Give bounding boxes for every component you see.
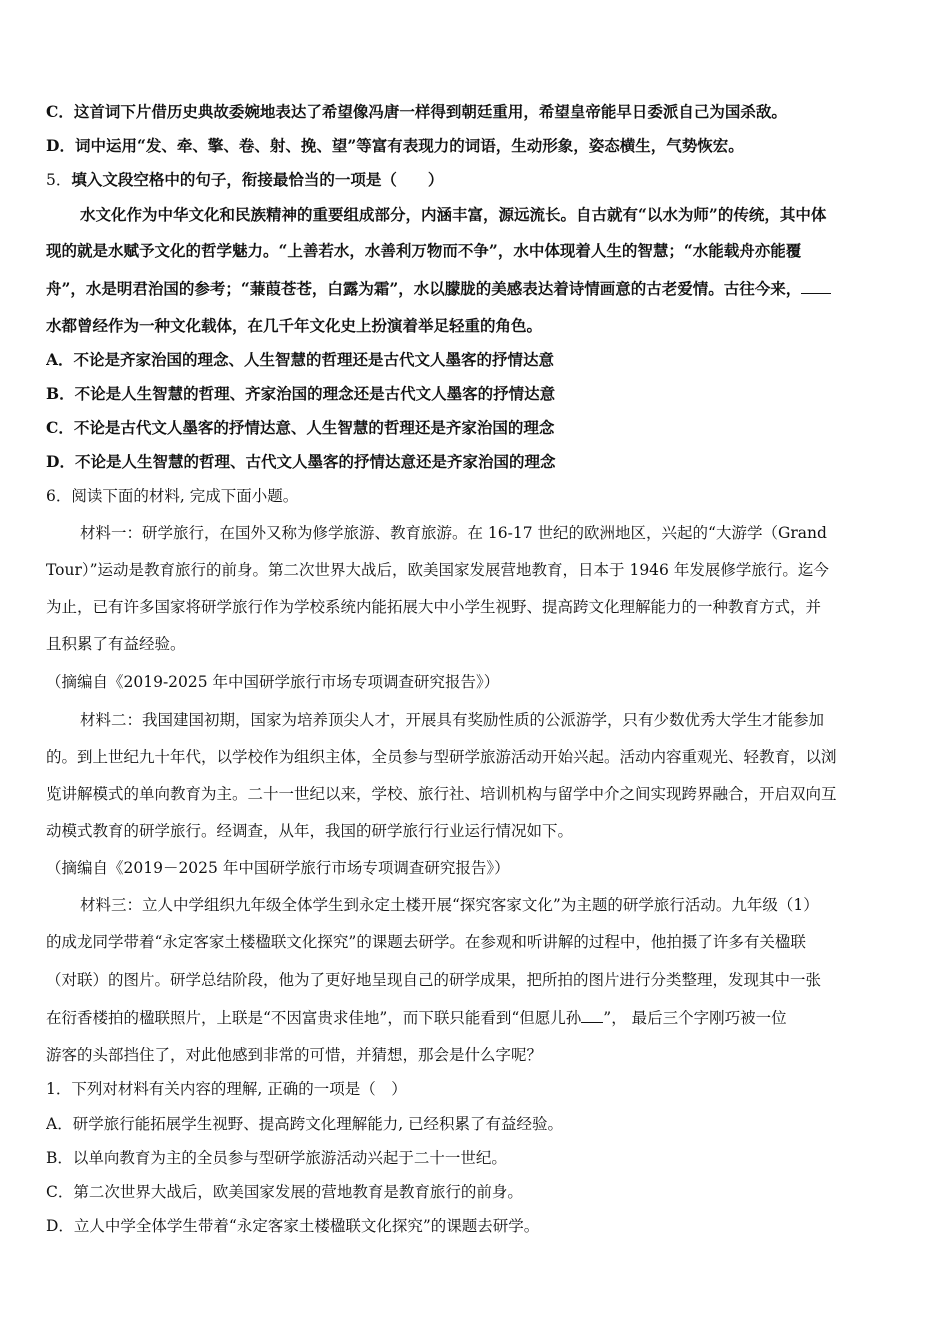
material-2-line: 览讲解模式的单向教育为主。二十一世纪以来，学校、旅行社、培训机构与留学中介之间实现跨界融合，开启双向互 <box>46 785 837 803</box>
sub-question-1-option-b: B．以单向教育为主的全员参与型研学旅游活动兴起于二十一世纪。 <box>46 1149 507 1167</box>
q5-option-c: C．不论是古代文人墨客的抒情达意、人生智慧的哲理还是齐家治国的理念 <box>46 418 555 437</box>
q5-option-d: D．不论是人生智慧的哲理、古代文人墨客的抒情达意还是齐家治国的理念 <box>46 452 556 471</box>
couplet-blank <box>581 1008 603 1023</box>
q5-passage-text: 舟”，水是明君治国的参考；“蒹葭苍苍，白露为霜”，水以朦胧的美感表达着诗情画意的古老爱情。古往今来， <box>46 279 802 298</box>
material-3-line: 游客的头部挡住了，对此他感到非常的可惜，并猜想，那会是什么字呢？ <box>46 1046 543 1064</box>
material-1-line: 且积累了有益经验。 <box>46 635 186 653</box>
sub-question-1-stem: 1．下列对材料有关内容的理解, 正确的一项是（ ） <box>46 1080 407 1098</box>
q4-option-c: C．这首词下片借历史典故委婉地表达了希望像冯唐一样得到朝廷重用，希望皇帝能早日委派自己为国杀敌。 <box>46 102 787 121</box>
material-1-line: 为止，已有许多国家将研学旅行作为学校系统内能拓展大中小学生视野、提高跨文化理解能力的一种教育方式，并 <box>46 598 822 616</box>
material-1-line: 材料一：研学旅行，在国外又称为修学旅游、教育旅游。在 16-17 世纪的欧洲地区，兴起的“大游学（Grand <box>80 524 827 542</box>
q5-passage-line: 水都曾经作为一种文化载体，在几千年文化史上扮演着举足轻重的角色。 <box>46 316 543 335</box>
q5-option-a: A．不论是齐家治国的理念、人生智慧的哲理还是古代文人墨客的抒情达意 <box>46 350 555 369</box>
material-2-source: （摘编自《2019－2025 年中国研学旅行市场专项调查研究报告》） <box>46 859 510 877</box>
material-3-line: 的成龙同学带着“永定客家土楼楹联文化探究”的课题去研学。在参观和听讲解的过程中，他拍摄了许多有关楹联 <box>46 933 806 951</box>
sub-question-1-option-a: A．研学旅行能拓展学生视野、提高跨文化理解能力, 已经积累了有益经验。 <box>46 1115 564 1133</box>
material-2-line: 的。到上世纪九十年代，以学校作为组织主体，全员参与型研学旅游活动开始兴起。活动内容重观光、轻教育，以浏 <box>46 748 837 766</box>
material-3-text: 在衍香楼拍的楹联照片，上联是“不因富贵求佳地”，而下联只能看到“但愿儿孙 <box>46 1009 582 1027</box>
q5-passage-line: 水文化作为中华文化和民族精神的重要组成部分，内涵丰富，源远流长。自古就有“以水为师”的传统，其中体 <box>80 205 827 224</box>
q5-number: 5． <box>46 171 72 189</box>
q5-stem-text: 填入文段空格中的句子，衔接最恰当的一项是（ ） <box>71 170 444 189</box>
material-3-line: 材料三：立人中学组织九年级全体学生到永定土楼开展“探究客家文化”为主题的研学旅行活动。九年级（1） <box>80 896 819 914</box>
material-1-line: Tour）”运动是教育旅行的前身。第二次世界大战后，欧美国家发展营地教育，日本于 1946 年发展修学旅行。迄今 <box>46 561 829 579</box>
material-3-line <box>46 1008 906 1028</box>
q5-option-b: B．不论是人生智慧的哲理、齐家治国的理念还是古代文人墨客的抒情达意 <box>46 384 556 403</box>
material-2-line: 动模式教育的研学旅行。经调查，从年，我国的研学旅行行业运行情况如下。 <box>46 822 574 840</box>
sub-question-1-option-d: D．立人中学全体学生带着“永定客家土楼楹联文化探究”的课题去研学。 <box>46 1217 540 1235</box>
q6-stem: 6．阅读下面的材料, 完成下面小题。 <box>46 487 299 505</box>
material-3-line: （对联）的图片。研学总结阶段，他为了更好地呈现自己的研学成果，把所拍的图片进行分类整理，发现其中一张 <box>46 971 822 989</box>
material-3-text: ”， 最后三个字刚巧被一位 <box>603 1009 787 1027</box>
material-1-source: （摘编自《2019-2025 年中国研学旅行市场专项调查研究报告》） <box>46 673 500 691</box>
q5-answer-blank <box>801 279 831 294</box>
q5-passage-line <box>46 279 906 299</box>
sub-question-1-option-c: C．第二次世界大战后，欧美国家发展的营地教育是教育旅行的前身。 <box>46 1183 523 1201</box>
q5-stem <box>46 170 906 190</box>
q5-passage-line: 现的就是水赋予文化的哲学魅力。“上善若水，水善利万物而不争”，水中体现着人生的智慧；“水能载舟亦能覆 <box>46 241 802 260</box>
material-2-line: 材料二：我国建国初期，国家为培养顶尖人才，开展具有奖励性质的公派游学，只有少数优秀大学生才能参加 <box>80 711 825 729</box>
q4-option-d: D．词中运用“发、牵、擎、卷、射、挽、望”等富有表现力的词语，生动形象，姿态横生，气势恢宏。 <box>46 136 744 155</box>
